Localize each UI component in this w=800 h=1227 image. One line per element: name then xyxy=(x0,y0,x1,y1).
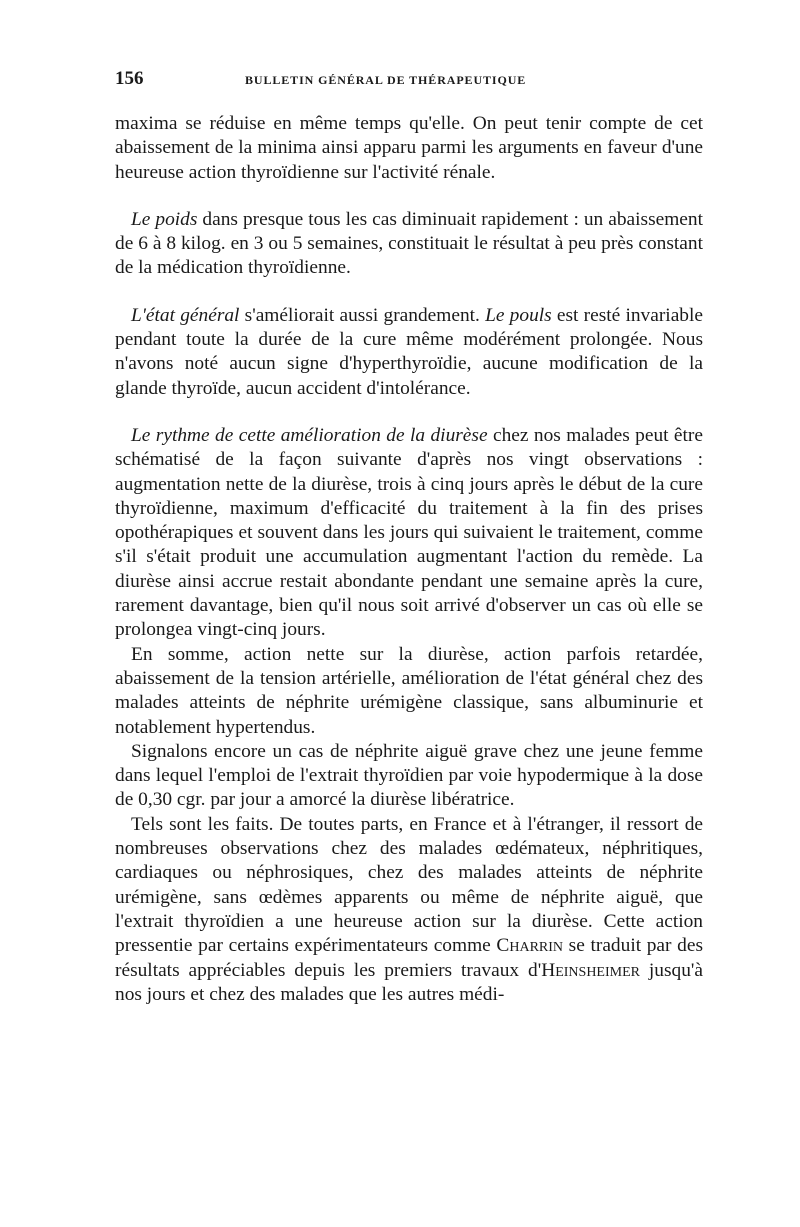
paragraph-text: Tels sont les faits. De toutes parts, en France et à l'étranger, il ressort de nombreuses observations chez des malades œdémateux, néphritiques, cardiaques ou néphrosiques, chez des malades atteints de néphrite urémigène, sans œdèmes apparents ou même de néphrite aiguë, que l'extrait thyroïdien a une heureuse action sur la diurèse. Cette action pressentie par certains expérimentateurs comme xyxy=(115,813,703,957)
paragraph-3 xyxy=(115,304,703,401)
section-lead-poids: Le poids xyxy=(131,208,198,230)
paragraph-text: maxima se réduise en même temps qu'elle. On peut tenir compte de cet abaissement de la minima ainsi apparu parmi les arguments en faveur d'une heureuse action thyroïdienne sur l'activité rénale. xyxy=(115,113,703,183)
paragraph-text: Signalons encore un cas de néphrite aiguë grave chez une jeune femme dans lequel l'emploi de l'extrait thyroïdien par voie hypodermique à la dose de 0,30 cgr. par jour a amorcé la diurèse libératrice. xyxy=(115,740,703,811)
section-lead-pouls: Le pouls xyxy=(485,304,552,326)
paragraph-text: chez nos malades peut être schématisé de la façon suivante d'après nos vingt observations : augmentation nette de la diurèse, trois à cinq jours après le début de la cure thyroïdienne, maximum d'efficacité du traitement à la fin des prises opothérapiques et souvent dans les jours qui suivaient le traitement, comme s'il s'était produit une accumulation augmentant l'action du remède. La diurèse ainsi accrue restait abondante pendant une semaine après la cure, rarement davantage, bien qu'il nous soit arrivé d'observer un cas où elle se prolongea vingt-cinq jours. xyxy=(115,424,703,641)
author-name-heinsheimer: Heinsheimer xyxy=(541,959,640,981)
paragraph-5 xyxy=(115,643,703,740)
author-name-charrin: Charrin xyxy=(496,935,564,957)
paragraph-text: s'améliorait aussi grandement. xyxy=(239,304,486,326)
paragraph-1 xyxy=(115,112,703,185)
document-page xyxy=(115,68,703,1007)
paragraph-text: En somme, action nette sur la diurèse, action parfois retardée, abaissement de la tension artérielle, amélioration de l'état général chez des malades atteints de néphrite urémigène classique, sans albuminurie et notablement hypertendus. xyxy=(115,643,703,738)
paragraph-text: est resté invariable pendant toute la durée de la cure même modérément prolongée. Nous n'avons noté aucun signe d'hyperthyroïdie, aucune modification de la glande thyroïde, aucun accident d'intolérance. xyxy=(115,304,703,399)
paragraph-text: dans presque tous les cas diminuait rapidement : un abaissement de 6 à 8 kilog. en 3 ou 5 semaines, constituait le résultat à peu près constant de la médication thyroïdienne. xyxy=(115,208,703,279)
section-lead-rythme: Le rythme de cette amélioration de la diurèse xyxy=(131,424,488,446)
paragraph-text: se traduit par des résultats appréciables depuis les premiers travaux d' xyxy=(115,935,703,981)
running-head: BULLETIN GÉNÉRAL DE THÉRAPEUTIQUE xyxy=(245,73,527,87)
paragraph-4 xyxy=(115,424,703,643)
paragraph-6 xyxy=(115,740,703,813)
paragraph-2 xyxy=(115,208,703,281)
page-number: 156 xyxy=(115,68,144,89)
paragraph-text: jusqu'à nos jours et chez des malades que les autres médi- xyxy=(115,959,703,1005)
section-lead-etat-general: L'état général xyxy=(131,304,240,326)
page-header xyxy=(115,68,703,98)
paragraph-7 xyxy=(115,813,703,1007)
